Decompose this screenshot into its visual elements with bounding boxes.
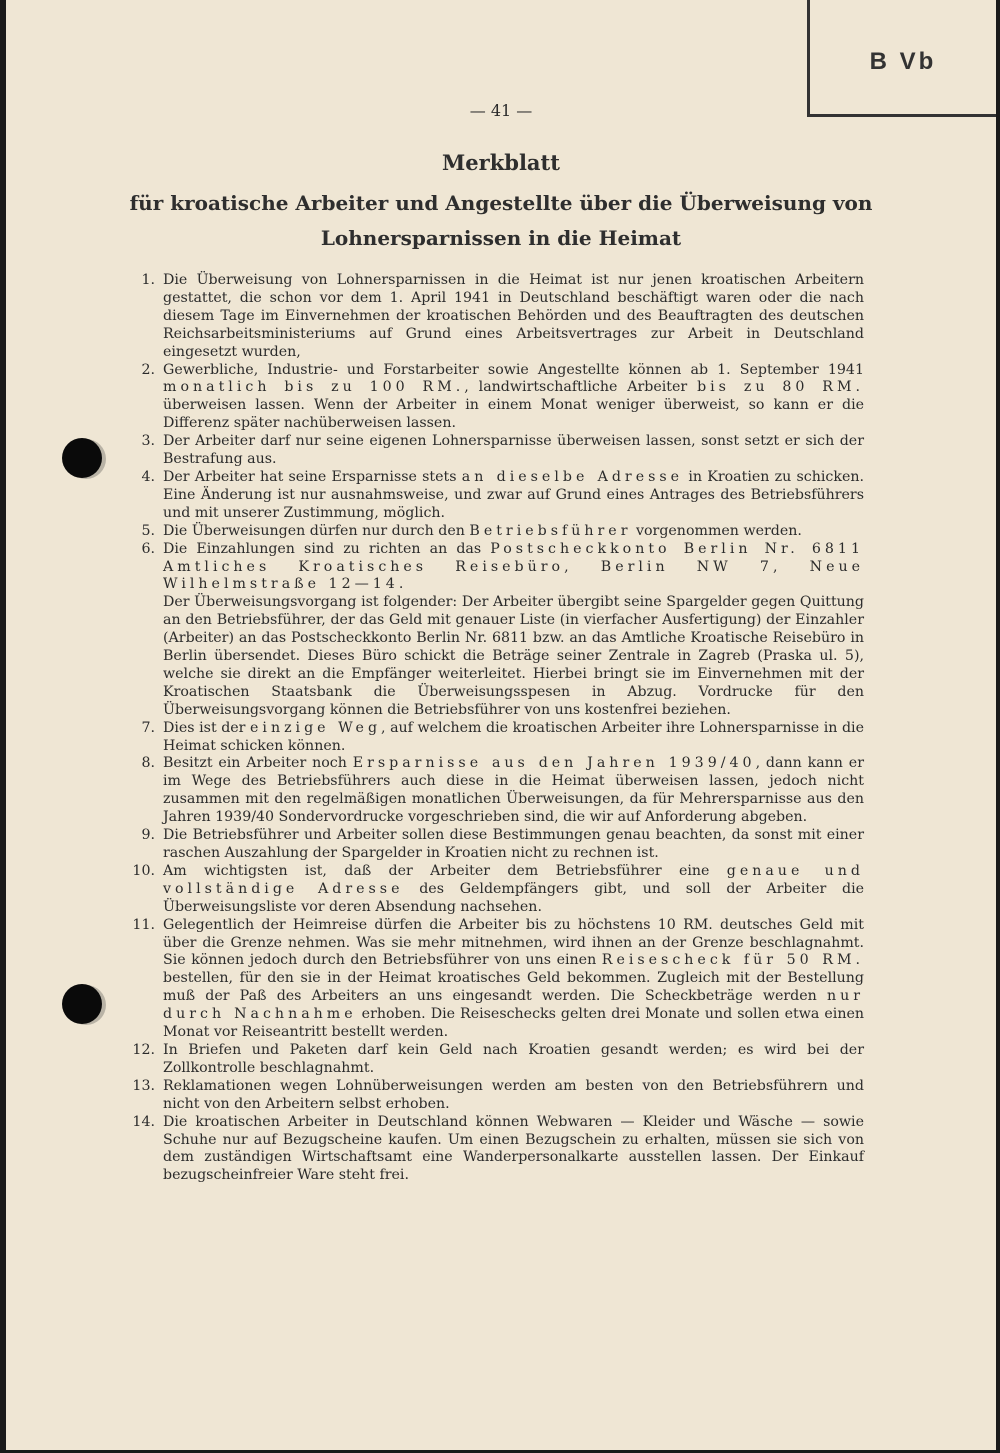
text-segment: Der Arbeiter darf nur seine eigenen Lohnersparnisse überweisen lassen, sonst setzt er sich der Bestrafung aus. <box>163 433 864 468</box>
item-text <box>163 469 864 523</box>
text-segment: Gewerbliche, Industrie- und Forstarbeiter sowie Angestellte können ab 1. September 1941 <box>163 361 864 378</box>
text-segment: erhoben. Die Reiseschecks gelten drei Monate und sollen etwa einen Monat vor Reiseantritt bestellt werden. <box>163 1006 864 1041</box>
item-number: 2. <box>141 361 155 378</box>
text-segment: in Kroatien zu schicken. Eine Änderung ist nur ausnahmsweise, und zwar auf Grund eines Antrages des Betriebsführers und mit unserer Zustimmung, möglich. <box>163 468 864 521</box>
list-item <box>130 720 864 756</box>
page-number: — 41 — <box>469 101 533 120</box>
text-segment: Die Einzahlungen sind zu richten an das <box>163 540 491 557</box>
list-item <box>130 433 864 469</box>
list-item <box>130 362 864 434</box>
item-number: 12. <box>132 1041 155 1058</box>
text-segment: Der Überweisungsvorgang ist folgender: Der Arbeiter übergibt seine Spargelder gegen Quittung an den Betriebsführer, der das Geld mit genauer Liste (in vierfacher Ausfertigung) der Einzahler (Arbeiter) an das Postscheckkonto Berlin Nr. 6811 bzw. an das Amtliche Kroatische Reisebüro in Berlin übersendet. Dieses Büro schickt die Beträge seiner Zentrale in Zagreb (Praska ul. 5), welche sie direkt an die Empfänger weiterleitet. Hierbei bringt sie im Einvernehmen mit der Kroatischen Staatsbank die Überweisungsspesen in Abzug. Vordrucke für den Überweisungsvorgang können die Betriebsführer von uns kostenfrei beziehen. <box>163 594 864 718</box>
item-text <box>163 433 864 469</box>
emphasized-text: bis zu 80 RM. <box>697 379 864 396</box>
emphasized-text: Betriebsführer <box>469 522 632 539</box>
list-item <box>130 523 864 541</box>
item-number: 3. <box>141 433 155 450</box>
list-item <box>130 1114 864 1186</box>
item-text <box>163 1042 864 1078</box>
list-item <box>130 827 864 863</box>
emphasized-text: Reisescheck für 50 RM. <box>601 952 864 969</box>
text-segment: Gelegentlich der Heimreise dürfen die Arbeiter bis zu höchstens 10 RM. deutsches Geld mit über die Grenze nehmen. Was sie mehr mitnehmen, wird ihnen an der Grenze beschlagnahmt. Sie können jedoch durch den Betriebsführer von uns einen <box>163 916 864 969</box>
item-text <box>163 863 864 917</box>
text-segment: Reklamationen wegen Lohnüberweisungen werden am besten von den Betriebsführern und nicht von den Arbeitern selbst erhoben. <box>163 1077 864 1112</box>
text-segment: Die kroatischen Arbeiter in Deutschland können Webwaren — Kleider und Wäsche — sowie Schuhe nur auf Bezugscheine kaufen. Um einen Bezugschein zu erhalten, müssen sie sich von dem zuständigen Wirtschaftsamt eine Wanderpersonalkarte ausstellen lassen. Der Einkauf bezugscheinfreier Ware steht frei. <box>163 1113 864 1184</box>
item-text <box>163 720 864 756</box>
emphasized-text: Postscheckkonto Berlin Nr. 6811 Amtliches Kroatisches Reisebüro, Berlin NW 7, Neue Wilhelmstraße 12—14. <box>163 540 864 593</box>
punch-hole <box>62 984 102 1024</box>
item-text <box>163 541 864 595</box>
text-segment: Die Überweisung von Lohnersparnissen in die Heimat ist nur jenen kroatischen Arbeitern gestattet, die schon vor dem 1. April 1941 in Deutschland beschäftigt waren oder die nach diesem Tage im Einvernehmen der kroatischen Behörden und des Beauftragten des deutschen Reichsarbeitsministeriums auf Grund eines Arbeitsvertrages zur Arbeit in Deutschland eingesetzt wurden, <box>163 272 864 360</box>
item-text <box>163 755 864 827</box>
text-segment: Die Überweisungen dürfen nur durch den <box>163 522 470 539</box>
text-segment: Die Betriebsführer und Arbeiter sollen diese Bestimmungen genau beachten, da sonst mit einer raschen Auszahlung der Spargelder in Kroatien nicht zu rechnen ist. <box>163 827 864 861</box>
item-text <box>163 594 864 719</box>
text-segment: bestellen, für den sie in der Heimat kroatisches Geld bekommen. Zugleich mit der Bestellung muß der Paß des Arbeiters an uns eingesandt werden. Die Scheckbeträge werden <box>163 970 864 1005</box>
list-item <box>130 1078 864 1114</box>
text-segment: Am wichtigsten ist, daß der Arbeiter dem Betriebsführer eine <box>163 862 727 879</box>
item-number: 13. <box>132 1077 155 1094</box>
category-stamp-label: B Vb <box>869 48 937 75</box>
item-text <box>163 1114 864 1186</box>
item-number: 5. <box>141 522 155 539</box>
item-number: 11. <box>132 916 155 933</box>
text-segment: , dann kann er im Wege des Betriebsführers auch diese in die Heimat überweisen lassen, jedoch nicht zusammen mit den regelmäßigen monatlichen Überweisungen, da für Mehrersparnisse aus den Jahren 1939/40 Sondervordrucke vorgeschrieben sind, die wir auf Anforderung abgeben. <box>163 755 864 826</box>
document-title: Merkblatt <box>442 150 560 175</box>
document-page <box>6 0 996 1450</box>
text-segment: In Briefen und Paketen darf kein Geld nach Kroatien gesandt werden; es wird bei der Zollkontrolle beschlagnahmt. <box>163 1041 864 1076</box>
punch-hole <box>62 438 102 478</box>
text-segment: Dies ist der <box>163 719 251 736</box>
list-item <box>130 541 864 595</box>
emphasized-text: monatlich bis zu 100 RM. <box>163 379 465 396</box>
item-number: 6. <box>141 540 155 557</box>
text-segment: des Geldempfängers gibt, und soll der Arbeiter die Überweisungsliste vor deren Absendung nachsehen. <box>163 880 865 915</box>
list-item <box>130 469 864 523</box>
text-segment: , landwirtschaftliche Arbeiter <box>464 379 698 396</box>
item-text <box>163 523 864 541</box>
text-segment: Der Arbeiter hat seine Ersparnisse stets <box>163 468 462 485</box>
item-text <box>163 272 864 362</box>
text-segment: vorgenommen werden. <box>631 522 802 539</box>
list-item <box>130 594 864 719</box>
list-item <box>130 755 864 827</box>
instruction-list <box>130 272 864 1185</box>
list-item <box>130 863 864 917</box>
text-segment: überweisen lassen. Wenn der Arbeiter in einem Monat weniger überweist, so kann er die Differenz später nachüberweisen lassen. <box>163 397 864 432</box>
item-number: 1. <box>141 272 155 288</box>
list-item <box>130 917 864 1042</box>
item-number <box>130 594 163 719</box>
item-number: 10. <box>132 862 155 879</box>
category-stamp-box <box>807 0 996 117</box>
emphasized-text: Ersparnisse aus den Jahren 1939/40 <box>352 755 756 772</box>
item-number: 7. <box>141 719 155 736</box>
list-item <box>130 272 864 362</box>
text-segment: Besitzt ein Arbeiter noch <box>163 755 353 772</box>
item-number: 8. <box>141 755 155 772</box>
item-text <box>163 362 864 434</box>
item-text <box>163 917 864 1042</box>
item-text <box>163 1078 864 1114</box>
item-text <box>163 827 864 863</box>
list-item <box>130 1042 864 1078</box>
emphasized-text: einzige Weg <box>250 719 382 736</box>
emphasized-text: nur durch Nachnahme <box>163 988 864 1023</box>
item-number: 4. <box>141 468 155 485</box>
document-subtitle: für kroatische Arbeiter und Angestellte über die Überweisung von Lohnersparnissen in die Heimat <box>129 191 873 250</box>
item-number: 9. <box>141 827 155 844</box>
item-number: 14. <box>132 1113 155 1130</box>
emphasized-text: genaue und vollständige Adresse <box>163 862 864 897</box>
emphasized-text: an dieselbe Adresse <box>461 468 684 485</box>
text-segment: , auf welchem die kroatischen Arbeiter ihre Lohnersparnisse in die Heimat schicken können. <box>163 719 864 754</box>
